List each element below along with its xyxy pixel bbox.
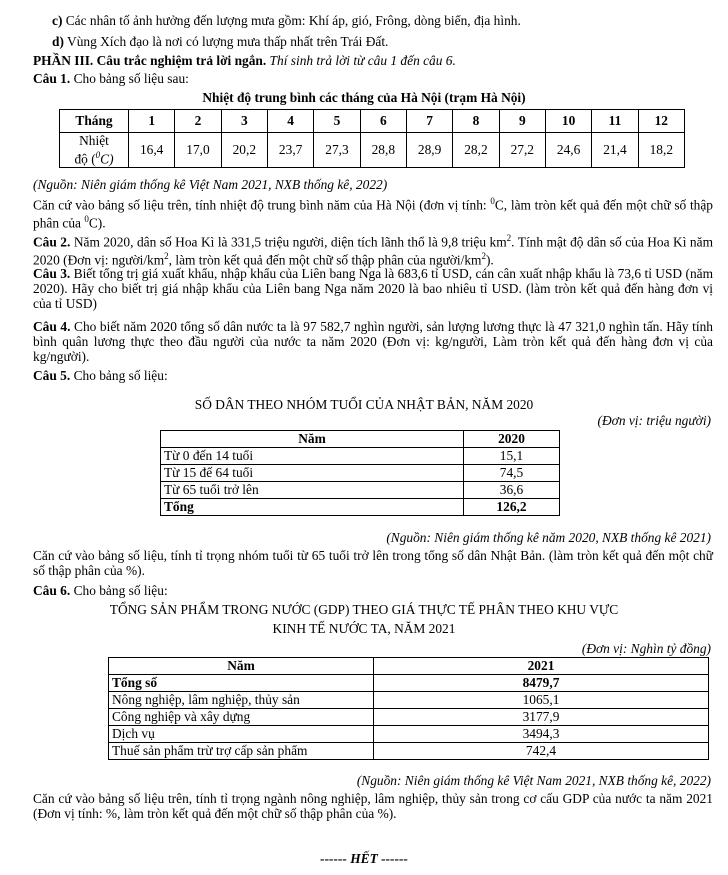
- table-row: [161, 448, 560, 465]
- temperature-table: [59, 109, 685, 168]
- table-cell: 1065,1: [374, 692, 709, 709]
- table-header-cell: 11: [592, 110, 638, 133]
- population-table: [160, 430, 560, 516]
- table-header-row: [109, 658, 709, 675]
- table-cell: Công nghiệp và xây dựng: [109, 709, 374, 726]
- table3-source: (Nguồn: Niên giám thống kê Việt Nam 2021, NXB thống kê, 2022): [356, 773, 711, 788]
- table-cell: 3494,3: [374, 726, 709, 743]
- table-header-cell: 2: [175, 110, 221, 133]
- table-header-cell: 6: [360, 110, 406, 133]
- table-header-cell: Năm: [161, 431, 464, 448]
- table-cell: 27,2: [499, 133, 545, 168]
- table-row: [109, 675, 709, 692]
- gdp-table: [108, 657, 709, 760]
- table-row: [60, 133, 685, 168]
- table-header-cell: 9: [499, 110, 545, 133]
- table2-unit: (Đơn vị: triệu người): [597, 413, 711, 428]
- table-header-cell: 3: [221, 110, 267, 133]
- table-cell: 15,1: [464, 448, 560, 465]
- table-cell: 742,4: [374, 743, 709, 760]
- table-cell: 27,3: [314, 133, 360, 168]
- table-header-cell: Tháng: [60, 110, 129, 133]
- table-cell: 16,4: [129, 133, 175, 168]
- table-header-row: [161, 431, 560, 448]
- table-cell: Tổng: [161, 499, 464, 516]
- question-5-text: Căn cứ vào bảng số liệu, tính tỉ trọng nhóm tuổi từ 65 tuổi trở lên trong tổng số dân Nhật Bản. (làm tròn kết quả đến một chữ số thập phân của %).: [33, 548, 713, 578]
- table-cell: Tổng số: [109, 675, 374, 692]
- table-row: [161, 499, 560, 516]
- table-cell: 28,2: [453, 133, 499, 168]
- table-row: [161, 482, 560, 499]
- table-header-cell: 10: [545, 110, 591, 133]
- statement-d: d) Vùng Xích đạo là nơi có lượng mưa thấp nhất trên Trái Đất.: [52, 34, 389, 49]
- table1-source: (Nguồn: Niên giám thống kê Việt Nam 2021, NXB thống kê, 2022): [33, 177, 388, 192]
- part-heading: PHẦN III. Câu trắc nghiệm trả lời ngắn. Thí sinh trả lời từ câu 1 đến câu 6.: [33, 53, 456, 68]
- table-cell: 18,2: [638, 133, 684, 168]
- question-3: Câu 3. Biết tổng trị giá xuất khẩu, nhập khẩu của Liên bang Nga là 683,6 tỉ USD, cán cân xuất nhập khẩu là 73,6 tỉ USD (năm 2020). Hãy cho biết trị giá nhập khẩu của Liên bang Nga năm 2020 là bao nhiêu tỉ USD. (làm tròn kết quả đến hàng đơn vị của tỉ USD): [33, 266, 713, 311]
- table3-title-1: TỔNG SẢN PHẨM TRONG NƯỚC (GDP) THEO GIÁ THỰC TẾ PHÂN THEO KHU VỰC: [109, 602, 619, 617]
- table-header-cell: 2021: [374, 658, 709, 675]
- table-cell: 28,8: [360, 133, 406, 168]
- table-header-cell: 2020: [464, 431, 560, 448]
- table-header-cell: 7: [406, 110, 452, 133]
- table-header-cell: 5: [314, 110, 360, 133]
- question-6-text: Căn cứ vào bảng số liệu trên, tính tỉ trọng ngành nông nghiệp, lâm nghiệp, thủy sản trong cơ cấu GDP của nước ta năm 2021 (Đơn vị tính: %, làm tròn kết quả đến một chữ số thập phân của %).: [33, 791, 713, 821]
- table3-title-2: KINH TẾ NƯỚC TA, NĂM 2021: [272, 621, 456, 636]
- table-cell: 3177,9: [374, 709, 709, 726]
- table-cell: Thuế sản phẩm trừ trợ cấp sản phẩm: [109, 743, 374, 760]
- table-cell: 8479,7: [374, 675, 709, 692]
- table-header-cell: 1: [129, 110, 175, 133]
- table-row: [109, 726, 709, 743]
- table-header-row: [60, 110, 685, 133]
- table-row: [109, 743, 709, 760]
- table-header-cell: 8: [453, 110, 499, 133]
- end-marker: ------ HẾT ------: [320, 851, 408, 866]
- table-header-cell: 12: [638, 110, 684, 133]
- table-cell: 28,9: [406, 133, 452, 168]
- table1-title: Nhiệt độ trung bình các tháng của Hà Nội (trạm Hà Nội): [202, 90, 526, 105]
- question-5: Câu 5. Cho bảng số liệu:: [33, 368, 168, 383]
- table3-unit: (Đơn vị: Nghìn tỷ đồng): [581, 641, 711, 656]
- table-cell: 17,0: [175, 133, 221, 168]
- question-6: Câu 6. Cho bảng số liệu:: [33, 583, 168, 598]
- table-cell: Từ 0 đến 14 tuổi: [161, 448, 464, 465]
- table-cell: 20,2: [221, 133, 267, 168]
- statement-c: c) Các nhân tố ảnh hưởng đến lượng mưa gồm: Khí áp, gió, Frông, dòng biển, địa hình.: [52, 13, 521, 28]
- table-cell: Dịch vụ: [109, 726, 374, 743]
- row-label: Nhiệt độ ($^0$C): [60, 133, 129, 168]
- table-cell: Nông nghiệp, lâm nghiệp, thủy sản: [109, 692, 374, 709]
- table2-title: SỐ DÂN THEO NHÓM TUỔI CỦA NHẬT BẢN, NĂM 2020: [194, 397, 534, 412]
- table2-source: (Nguồn: Niên giám thống kê năm 2020, NXB thống kê 2021): [386, 530, 711, 545]
- table-cell: 74,5: [464, 465, 560, 482]
- table-cell: 23,7: [267, 133, 313, 168]
- table-row: [161, 465, 560, 482]
- table-cell: 24,6: [545, 133, 591, 168]
- table-cell: Từ 15 đế 64 tuổi: [161, 465, 464, 482]
- question-2: Câu 2. Năm 2020, dân số Hoa Kì là 331,5 triệu người, diện tích lãnh thổ là 9,8 triệu $km^2$. Tính mật độ dân số của Hoa Kì năm 2020 (Đơn vị: người/$km^2$, làm tròn kết quả đến một chữ số thập phân của người/$km^2$).: [33, 233, 713, 268]
- table-row: [109, 692, 709, 709]
- question-4: Câu 4. Cho biết năm 2020 tổng số dân nước ta là 97 582,7 nghìn người, sản lượng lương thực là 47 321,0 nghìn tấn. Hãy tính bình quân lương thực theo đầu người của nước ta năm 2020 (Đơn vị: kg/người, Làm tròn kết quả đến hàng đơn vị của kg/người).: [33, 319, 713, 364]
- table-row: [109, 709, 709, 726]
- question-1-text: Căn cứ vào bảng số liệu trên, tính nhiệt độ trung bình năm của Hà Nội (đơn vị tính: $^0$C, làm tròn kết quả đến một chữ số thập phân của $^0$C).: [33, 196, 713, 231]
- table-cell: Từ 65 tuổi trở lên: [161, 482, 464, 499]
- table-cell: 21,4: [592, 133, 638, 168]
- question-1: Câu 1. Cho bảng số liệu sau:: [33, 71, 189, 86]
- table-header-cell: Năm: [109, 658, 374, 675]
- table-header-cell: 4: [267, 110, 313, 133]
- table-cell: 36,6: [464, 482, 560, 499]
- table-cell: 126,2: [464, 499, 560, 516]
